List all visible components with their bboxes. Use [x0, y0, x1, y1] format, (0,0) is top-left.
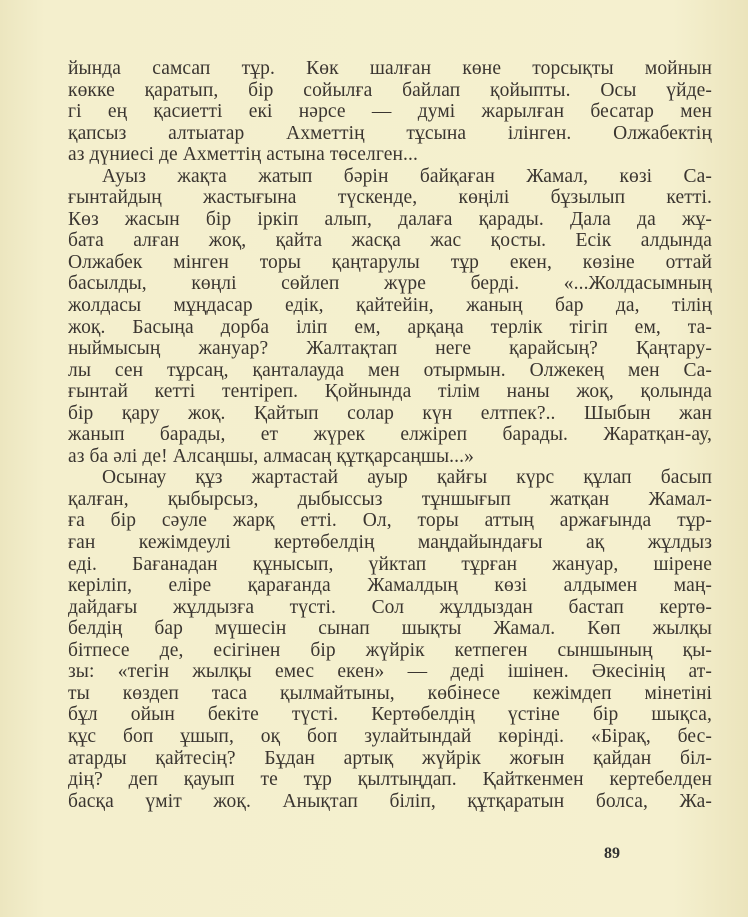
text-line: басылды, көңлі сөйлеп жүре берді. «...Жолдасымның [68, 273, 712, 295]
text-line: ты көздеп таса қылмайтыны, көбінесе кежімдеп мінетіні [68, 682, 712, 704]
text-line: атарды қайтесің? Бұдан артық жүйрік жоғын қайдан біл- [68, 747, 712, 769]
text-line: жанып барады, ет жүрек елжіреп барады. Жаратқан-ау, [68, 424, 712, 446]
text-line: аз ба әлі де! Алсаңшы, алмасаң құтқарсаңшы...» [68, 445, 474, 467]
text-line: еді. Бағанадан құнысып, үйктап тұрған жануар, шірене [68, 553, 712, 575]
text-line: жолдасы мұңдасар едік, қайтейін, жаның бар да, тілің [68, 295, 712, 317]
page-number: 89 [604, 845, 620, 862]
text-line: бұл ойын бекіте түсті. Кертөбелдің үстіне бір шықса, [68, 704, 712, 726]
text-line: белдің бар мүшесін сынап шықты Жамал. Көп жылқы [68, 618, 712, 640]
text-line: ғынтайдың жастығына түскенде, көңілі бұзылып кетті. [68, 187, 712, 209]
text-line: бір қару жоқ. Қайтып солар күн елтпек?.. Шыбын жан [68, 402, 712, 424]
text-line: құс боп ұшып, оқ боп зулайтындай көрінді. «Бірақ, бес- [68, 725, 712, 747]
text-line: қапсыз алтыатар Ахметтің тұсына ілінген. Олжабектің [68, 122, 712, 144]
text-line: жоқ. Басыңа дорба іліп ем, арқаңа терлік тігіп ем, та- [68, 316, 712, 338]
text-line: лы сен тұрсаң, қанталауда мен отырмын. Олжекең мен Са- [68, 359, 712, 381]
text-line: зы: «тегін жылқы емес екен» — деді ішінен. Әкесінің ат- [68, 661, 712, 683]
text-line: ған кежімдеулі кертөбелдің маңдайындағы ақ жұлдыз [68, 532, 712, 554]
text-line: дің? деп қауып те тұр қылтыңдап. Қайткенмен кертебелден [68, 769, 712, 791]
text-line: басқа үміт жоқ. Анықтап біліп, құтқаратын болса, Жа- [68, 790, 712, 812]
text-line: ға бір сәуле жарқ етті. Ол, торы аттың аржағында тұр- [68, 510, 712, 532]
text-line: Осынау құз жартастай ауыр қайғы күрс құлап басып [102, 467, 712, 489]
text-line: керіліп, еліре қарағанда Жамалдың көзі алдымен маң- [68, 575, 712, 597]
text-line: бата алған жоқ, қайта жасқа жас қосты. Есік алдында [68, 230, 712, 252]
text-line: қалған, қыбырсыз, дыбыссыз тұншығып жатқан Жамал- [68, 488, 712, 510]
text-line: ғынтай кетті тентіреп. Қойнында тілім наны жоқ, қолында [68, 381, 712, 403]
text-line: аз дүниесі де Ахметтің астына төселген... [68, 144, 418, 166]
text-line: көкке қаратып, бір сойылға байлап қойыпты. Осы үйде- [68, 79, 712, 101]
text-line: Ауыз жақта жатып бәрін байқаған Жамал, көзі Са- [102, 165, 712, 187]
text-line: Олжабек мінген торы қаңтарулы тұр екен, көзіне оттай [68, 251, 712, 273]
text-line: гі ең қасиетті екі нәрсе — думі жарылған бесатар мен [68, 101, 712, 123]
text-line: Көз жасын бір іркіп алып, далаға қарады. Дала да жұ- [68, 208, 712, 230]
text-line: дайдағы жұлдызға түсті. Сол жұлдыздан бастап кертө- [68, 596, 712, 618]
text-line: ныймысың жануар? Жалтақтап неге қарайсың? Қаңтару- [68, 338, 712, 360]
text-line: бітпесе де, есігінен бір жүйрік кетпеген сыншының қы- [68, 639, 712, 661]
text-line: йында самсап тұр. Көк шалған көне торсықты мойнын [68, 58, 712, 79]
page-body-text [68, 58, 712, 812]
